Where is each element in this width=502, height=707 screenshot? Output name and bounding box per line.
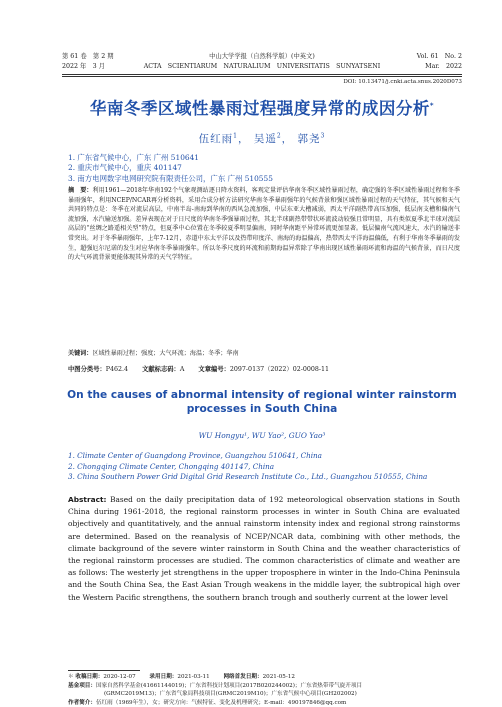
author-name: 郭尧 xyxy=(297,133,321,145)
fund-text: 国家自然科学基金(41661144019)；广东省科技计划项目(2017B020244002)；广东省热带带气旋开项目 xyxy=(95,682,363,689)
header-center xyxy=(62,52,462,72)
fund-label: 基金项目： xyxy=(68,682,96,689)
article-number: 2097-0137（2022）02-0008-11 xyxy=(229,366,330,373)
author-name: 伍红雨 xyxy=(198,133,234,145)
classification-line xyxy=(68,364,460,373)
doi: DOI: 10.13471/j.cnki.acta.snus.2020D073 xyxy=(343,79,462,85)
affiliation-en: 1. Climate Center of Guangdong Province, Guangzhou 510641, China xyxy=(68,451,322,460)
journal-name-zh: 中山大学学报（自然科学版）(中英文) xyxy=(209,53,315,60)
keywords-zh-text: 区域性暴雨过程；强度；大气环流；海温；冬季；华南 xyxy=(92,350,239,357)
footnote-fund xyxy=(68,682,460,691)
online-date: 2021-05-12 xyxy=(262,674,295,680)
keywords-zh-label: 关键词： xyxy=(68,350,93,357)
clc-label: 中图分类号： xyxy=(68,366,106,373)
footnote-mark: ＊ xyxy=(68,674,74,680)
doc-code-label: 文献标志码： xyxy=(142,366,180,373)
volume-en: Vol. 61 No. 2 xyxy=(416,53,462,60)
authors-en: WU Hongyu¹, WU Yao², GUO Yao³ xyxy=(198,431,326,440)
running-header xyxy=(62,52,462,74)
header-rule xyxy=(62,74,462,75)
author-affil-mark: 3 xyxy=(320,132,326,140)
affiliation-en: 2. Chongqing Climate Center, Chongqing 401147, China xyxy=(68,461,275,471)
affiliation: 2. 重庆市气候中心，重庆 401147 xyxy=(68,163,182,173)
author-name: 吴遥 xyxy=(253,133,277,145)
abstract-zh-label: 摘 要： xyxy=(68,187,93,194)
journal-name-en: ACTA SCIENTIARUM NATURALIUM UNIVERSITATIS SUNYATSENI xyxy=(143,63,381,70)
doc-code: A xyxy=(179,366,185,373)
date-zh: 2022 年 3 月 xyxy=(62,63,105,70)
online-label: 网络首发日期： xyxy=(223,674,263,680)
abstract-en-text: Based on the daily precipitation data of 192 meteorological observation stations in South China during 1961-2018, the regional rainstorm processes in winter in South China are evaluated objectively and quantitatively, and the annual rainstorm intensity index and regional strong rainstorms are determined. Based on the reanalysis of NCEP/NCAR data, combining with other methods, the climate background of the severe winter rainstorm in South China and the weather characteristics of the regional rainstorm processes are studied. The common characteristics of climate and weather are as follows: The westerly jet strengthens in the upper troposphere in winter in the Indo-China Peninsula and the South China Sea, the East Asian Trough weakens in the middle layer, the subtropical high over the Western Pacific strengthens, the southern branch trough and southerly current at the lower level xyxy=(68,495,460,602)
header-rule-thin xyxy=(62,76,462,77)
footnote-dates xyxy=(68,673,460,682)
footnote xyxy=(68,673,460,707)
affiliation: 3. 南方电网数字电网研究院有限责任公司，广东 广州 510555 xyxy=(68,173,273,183)
header-right xyxy=(417,52,462,72)
received-date: 2020-12-07 xyxy=(103,674,136,680)
affiliations-en xyxy=(68,451,427,483)
author-bio: 伍红雨（1969年生），女；研究方向：气候特征、变化及机理研究；E-mail：490197846@qq.com xyxy=(95,699,347,706)
accepted-label: 录用日期： xyxy=(149,674,178,680)
title-zh xyxy=(62,95,462,119)
abstract-zh xyxy=(68,186,460,263)
date-en: Mar. 2022 xyxy=(425,63,462,70)
author-bio-label: 作者简介： xyxy=(68,699,96,706)
title-zh-text: 华南冬季区域性暴雨过程强度异常的成因分析 xyxy=(89,99,430,118)
author-affil-mark: 2 xyxy=(276,132,282,140)
abstract-en xyxy=(68,494,460,604)
keywords-zh xyxy=(68,348,460,357)
affiliation-en: 3. China Southern Power Grid Digital Grid Research Institute Co., Ltd., Guangzhou 510555, China xyxy=(68,472,428,482)
footnote-rule xyxy=(68,670,140,671)
abstract-zh-text: 利用1961—2018年华南192个气象观测站逐日降水资料，客观定量评估华南冬季区域性暴雨过程，确定强的冬季区域性暴雨过程和冬季暴雨强年，利用NCEP/NCAR再分析资料，采用合成分析方法研究华南冬季暴雨强年的气候背景和强区域性暴雨过程的天气特征，其气候和天气共同的特点是：冬季在对流层高层，中南半岛-南海到华南的西风急流加强，中层东亚大槽减弱，西太平洋副热带高压加强，低层南支槽和偏南气流加强，水汽输送加强。差异表现在对于日尺度的华南冬季强暴雨过程，其北半球副热带带状环流波动较强且常明显，具有类似夏季北半球对流层高层的“丝绸之路遥相关型”特点，但夏季中心位置在冬季较夏季明显偏南，同时华南距平异常环流更加显著。低层偏南气流风速大，水汽的输送非常突出。对于冬季暴雨强年，上年7-12月，赤道中东太平洋以及热带印度洋、南海的海温偏高，热带西太平洋海温偏低，有利于华南冬季暴雨的发生，超强厄尔尼诺的发生对应华南冬季暴雨强年。所以冬季尺度的环流和前期海温异常除了华南出现区域性暴雨环流和海温的气候背景，而日尺度的大气环流背景更能体现其异常的天气学特征。 xyxy=(68,187,460,262)
abstract-en-label: Abstract: xyxy=(68,495,107,504)
title-en: On the causes of abnormal intensity of regional winter rainstorm processes in South China xyxy=(67,389,457,415)
affiliation: 1. 广东省气候中心，广东 广州 510641 xyxy=(68,153,200,162)
accepted-date: 2021-03-11 xyxy=(177,674,210,680)
volume-zh: 第 61 卷 第 2 期 xyxy=(62,53,114,60)
authors-zh: 伍红雨$^1$， 吴遥$^2$， 郭尧$^3$ xyxy=(198,132,326,145)
title-footnote-mark: * xyxy=(429,101,435,110)
clc-number: P462.4 xyxy=(105,366,129,373)
footnote-fund-cont: (GRMC2019M13)；广东省气象局科技项目(GRMC2019M10)；广东省气候中心项目(GH202002) xyxy=(104,691,357,698)
affiliations-zh xyxy=(68,153,273,184)
article-number-label: 文章编号： xyxy=(198,366,230,373)
footnote-author xyxy=(68,699,460,707)
received-label: 收稿日期： xyxy=(75,674,104,680)
author-affil-mark: 1 xyxy=(233,132,238,140)
